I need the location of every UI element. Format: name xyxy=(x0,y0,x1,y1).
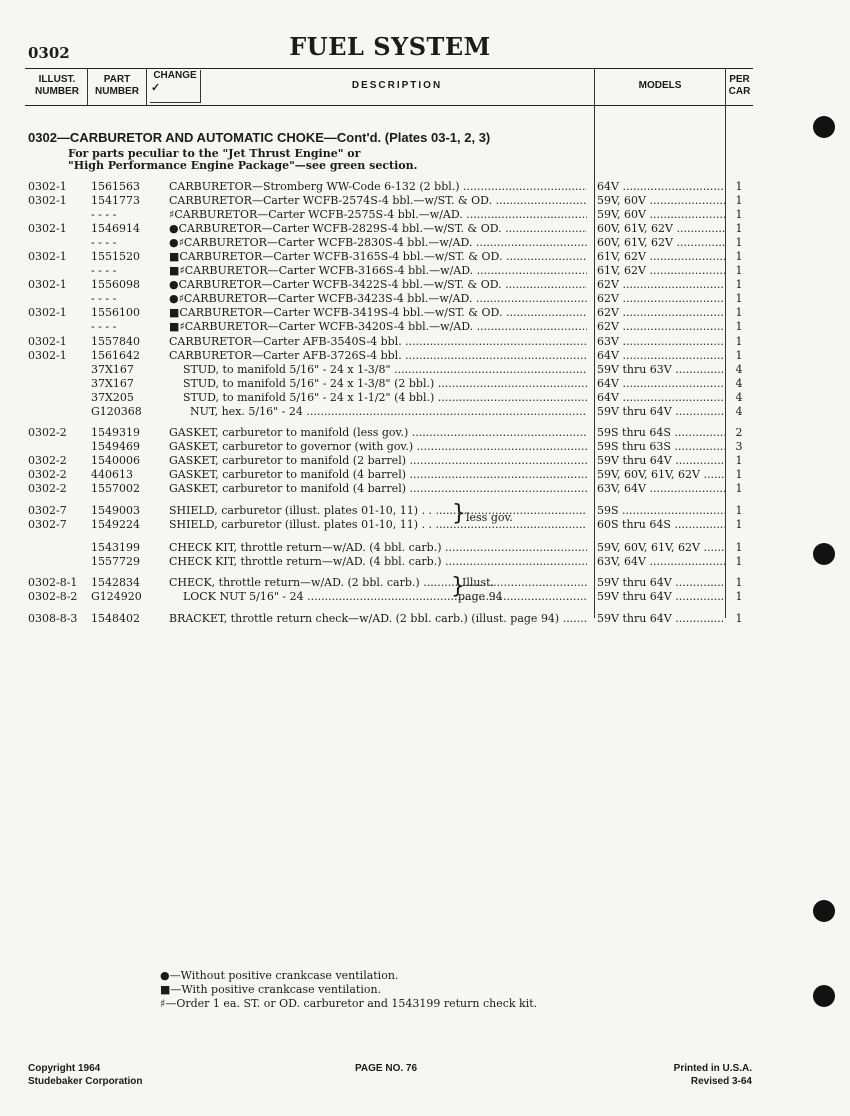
part-number: 1548402 xyxy=(91,612,140,625)
description: CARBURETOR—Carter AFB-3540S-4 bbl. ..... xyxy=(169,335,587,348)
per-car: 1 xyxy=(735,590,743,603)
per-car: 1 xyxy=(735,222,743,235)
table-row xyxy=(0,541,850,554)
per-car: 1 xyxy=(735,320,743,333)
part-number: 1556098 xyxy=(91,278,140,291)
description: ■♯CARBURETOR—Carter WCFB-3420S-4 bbl.—w/AD. ..... xyxy=(169,320,587,333)
header-models: MODELS xyxy=(638,80,682,91)
table-row xyxy=(0,612,850,625)
illust-number: 0302-2 xyxy=(28,468,67,481)
part-number: 1561563 xyxy=(91,180,140,193)
per-car: 1 xyxy=(735,306,743,319)
per-car: 1 xyxy=(735,236,743,249)
illust-number: 0302-2 xyxy=(28,454,67,467)
description: SHIELD, carburetor (illust. plates 01-10, 11) . . ..... xyxy=(169,518,587,531)
page-number: 0302 xyxy=(28,44,70,62)
header-illust: ILLUST. NUMBER xyxy=(35,74,79,97)
description: CARBURETOR—Stromberg WW-Code 6-132 (2 bbl.) ..... xyxy=(169,180,587,193)
models: 59V thru 63V ..... xyxy=(597,363,725,376)
per-car: 1 xyxy=(735,454,743,467)
models: 59V thru 64V ..... xyxy=(597,454,725,467)
header-change: CHANGE ✓ xyxy=(150,70,201,103)
description: ●♯CARBURETOR—Carter WCFB-3423S-4 bbl.—w/AD. ..... xyxy=(169,292,587,305)
description: CHECK KIT, throttle return—w/AD. (4 bbl. carb.) ..... xyxy=(169,541,587,554)
table-row xyxy=(0,555,850,568)
illust-number: 0302-1 xyxy=(28,349,67,362)
table-row xyxy=(0,180,850,193)
per-car: 1 xyxy=(735,555,743,568)
table-row xyxy=(0,454,850,467)
table-row xyxy=(0,278,850,291)
models: 62V ..... xyxy=(597,292,725,305)
illust-number: 0308-8-3 xyxy=(28,612,78,625)
per-car: 1 xyxy=(735,180,743,193)
table-row xyxy=(0,222,850,235)
part-number: 1549224 xyxy=(91,518,140,531)
table-row xyxy=(0,236,850,249)
part-number: - - - - xyxy=(91,320,117,333)
per-car: 1 xyxy=(735,349,743,362)
per-car: 2 xyxy=(735,426,743,439)
annotation: page 94 xyxy=(458,590,503,603)
part-number: 440613 xyxy=(91,468,133,481)
legend-sharp: ♯—Order 1 ea. ST. or OD. carburetor and 1543199 return check kit. xyxy=(160,997,538,1010)
table-row xyxy=(0,377,850,390)
illust-number: 0302-1 xyxy=(28,306,67,319)
per-car: 1 xyxy=(735,468,743,481)
page-title: FUEL SYSTEM xyxy=(289,32,491,61)
per-car: 1 xyxy=(735,194,743,207)
part-number: 37X167 xyxy=(91,377,134,390)
header-part: PART NUMBER xyxy=(95,74,139,97)
part-number: 1556100 xyxy=(91,306,140,319)
table-row xyxy=(0,363,850,376)
table-row xyxy=(0,482,850,495)
illust-number: 0302-1 xyxy=(28,250,67,263)
illust-number: 0302-2 xyxy=(28,426,67,439)
description: GASKET, carburetor to manifold (4 barrel) ..... xyxy=(169,482,587,495)
description: SHIELD, carburetor (illust. plates 01-10, 11) . . ..... xyxy=(169,504,587,517)
illust-number: 0302-2 xyxy=(28,482,67,495)
description: NUT, hex. 5/16" - 24 ..... xyxy=(169,405,587,418)
table-row xyxy=(0,405,850,418)
checkmark-icon: ✓ xyxy=(151,82,161,94)
legend-square: ■—With positive crankcase ventilation. xyxy=(160,983,382,996)
models: 59V thru 64V ..... xyxy=(597,590,725,603)
punch-hole xyxy=(813,900,835,922)
part-number: 1557002 xyxy=(91,482,140,495)
models: 60V, 61V, 62V ..... xyxy=(597,236,725,249)
models: 62V ..... xyxy=(597,320,725,333)
punch-hole xyxy=(813,116,835,138)
per-car: 1 xyxy=(735,250,743,263)
part-number: - - - - xyxy=(91,264,117,277)
part-number: 37X205 xyxy=(91,391,134,404)
illust-number: 0302-1 xyxy=(28,278,67,291)
description: STUD, to manifold 5/16" - 24 x 1-3/8" ..... xyxy=(169,363,587,376)
models: 62V ..... xyxy=(597,306,725,319)
illust-number: 0302-8-2 xyxy=(28,590,78,603)
description: ■♯CARBURETOR—Carter WCFB-3166S-4 bbl.—w/AD. ..... xyxy=(169,264,587,277)
header-per-car: PER CAR xyxy=(728,74,751,97)
per-car: 1 xyxy=(735,482,743,495)
table-row xyxy=(0,320,850,333)
part-number: - - - - xyxy=(91,208,117,221)
part-number: 1557840 xyxy=(91,335,140,348)
table-row xyxy=(0,306,850,319)
description: CHECK KIT, throttle return—w/AD. (4 bbl. carb.) ..... xyxy=(169,555,587,568)
part-number: - - - - xyxy=(91,292,117,305)
models: 59V, 60V ..... xyxy=(597,194,725,207)
description: GASKET, carburetor to governor (with gov.) ..... xyxy=(169,440,587,453)
description: CHECK, throttle return—w/AD. (2 bbl. carb.) ..... xyxy=(169,576,587,589)
per-car: 4 xyxy=(735,391,743,404)
models: 59S thru 63S ..... xyxy=(597,440,725,453)
per-car: 1 xyxy=(735,292,743,305)
description: ■CARBURETOR—Carter WCFB-3165S-4 bbl.—w/ST. & OD. ..... xyxy=(169,250,587,263)
part-number: 1541773 xyxy=(91,194,140,207)
description: STUD, to manifold 5/16" - 24 x 1-3/8" (2 bbl.) ..... xyxy=(169,377,587,390)
description: GASKET, carburetor to manifold (2 barrel) ..... xyxy=(169,454,587,467)
part-number: 1549469 xyxy=(91,440,140,453)
legend-dot: ●—Without positive crankcase ventilation. xyxy=(160,969,399,982)
description: GASKET, carburetor to manifold (4 barrel) ..... xyxy=(169,468,587,481)
models: 64V ..... xyxy=(597,180,725,193)
models: 64V ..... xyxy=(597,377,725,390)
section-note: For parts peculiar to the "Jet Thrust Engine" or xyxy=(68,147,361,160)
brace-symbol: } xyxy=(452,501,466,526)
illust-number: 0302-1 xyxy=(28,222,67,235)
models: 60V, 61V, 62V ..... xyxy=(597,222,725,235)
part-number: 1561642 xyxy=(91,349,140,362)
models: 59V thru 64V ..... xyxy=(597,576,725,589)
models: 61V, 62V ..... xyxy=(597,250,725,263)
table-row xyxy=(0,250,850,263)
illust-number: 0302-7 xyxy=(28,504,67,517)
illust-number: 0302-8-1 xyxy=(28,576,78,589)
per-car: 3 xyxy=(735,440,743,453)
footer-left: Copyright 1964 Studebaker Corporation xyxy=(28,1063,143,1087)
section-note: "High Performance Engine Package"—see green section. xyxy=(68,159,418,172)
part-number: 1546914 xyxy=(91,222,140,235)
models: 59S ..... xyxy=(597,504,725,517)
models: 62V ..... xyxy=(597,278,725,291)
part-number: 1551520 xyxy=(91,250,140,263)
part-number: 1542834 xyxy=(91,576,140,589)
models: 63V ..... xyxy=(597,335,725,348)
description: ■CARBURETOR—Carter WCFB-3419S-4 bbl.—w/ST. & OD. ..... xyxy=(169,306,587,319)
models: 59V, 60V, 61V, 62V ..... xyxy=(597,468,725,481)
part-number: 1543199 xyxy=(91,541,140,554)
table-row xyxy=(0,468,850,481)
table-row xyxy=(0,264,850,277)
table-row xyxy=(0,349,850,362)
part-number: 1540006 xyxy=(91,454,140,467)
brace-symbol: } xyxy=(451,574,465,599)
per-car: 4 xyxy=(735,363,743,376)
table-row xyxy=(0,426,850,439)
per-car: 1 xyxy=(735,264,743,277)
illust-number: 0302-7 xyxy=(28,518,67,531)
part-number: - - - - xyxy=(91,236,117,249)
table-row xyxy=(0,208,850,221)
models: 61V, 62V ..... xyxy=(597,264,725,277)
description: CARBURETOR—Carter AFB-3726S-4 bbl. ..... xyxy=(169,349,587,362)
models: 64V ..... xyxy=(597,391,725,404)
description: BRACKET, throttle return check—w/AD. (2 bbl. carb.) (illust. page 94) ..... xyxy=(169,612,587,625)
annotation: less gov. xyxy=(466,511,513,524)
description: STUD, to manifold 5/16" - 24 x 1-1/2" (4 bbl.) ..... xyxy=(169,391,587,404)
header-description: DESCRIPTION xyxy=(351,80,443,91)
description: LOCK NUT 5/16" - 24 ..... xyxy=(169,590,587,603)
per-car: 4 xyxy=(735,377,743,390)
part-number: 1549003 xyxy=(91,504,140,517)
models: 64V ..... xyxy=(597,349,725,362)
models: 63V, 64V ..... xyxy=(597,482,725,495)
annotation: Illust. xyxy=(462,576,495,589)
footer-page: PAGE NO. 76 xyxy=(355,1063,418,1074)
table-row xyxy=(0,440,850,453)
table-row xyxy=(0,335,850,348)
part-number: G124920 xyxy=(91,590,142,603)
description: GASKET, carburetor to manifold (less gov.) ..... xyxy=(169,426,587,439)
models: 59S thru 64S ..... xyxy=(597,426,725,439)
illust-number: 0302-1 xyxy=(28,180,67,193)
models: 63V, 64V ..... xyxy=(597,555,725,568)
part-number: G120368 xyxy=(91,405,142,418)
per-car: 1 xyxy=(735,576,743,589)
punch-hole xyxy=(813,985,835,1007)
per-car: 1 xyxy=(735,541,743,554)
models: 59V thru 64V ..... xyxy=(597,405,725,418)
table-row xyxy=(0,391,850,404)
illust-number: 0302-1 xyxy=(28,194,67,207)
description: ●CARBURETOR—Carter WCFB-3422S-4 bbl.—w/ST. & OD. ..... xyxy=(169,278,587,291)
illust-number: 0302-1 xyxy=(28,335,67,348)
part-number: 1557729 xyxy=(91,555,140,568)
part-number: 37X167 xyxy=(91,363,134,376)
per-car: 1 xyxy=(735,504,743,517)
per-car: 1 xyxy=(735,335,743,348)
per-car: 1 xyxy=(735,518,743,531)
models: 59V, 60V ..... xyxy=(597,208,725,221)
per-car: 1 xyxy=(735,278,743,291)
models: 59V, 60V, 61V, 62V ..... xyxy=(597,541,725,554)
description: ●CARBURETOR—Carter WCFB-2829S-4 bbl.—w/ST. & OD. ..... xyxy=(169,222,587,235)
footer-right: Printed in U.S.A. Revised 3-64 xyxy=(673,1063,752,1087)
table-row xyxy=(0,194,850,207)
table-row xyxy=(0,292,850,305)
column-divider xyxy=(146,68,147,105)
description: ●♯CARBURETOR—Carter WCFB-2830S-4 bbl.—w/AD. ..... xyxy=(169,236,587,249)
description: CARBURETOR—Carter WCFB-2574S-4 bbl.—w/ST. & OD. ..... xyxy=(169,194,587,207)
per-car: 4 xyxy=(735,405,743,418)
models: 59V thru 64V ..... xyxy=(597,612,725,625)
per-car: 1 xyxy=(735,612,743,625)
description: ♯CARBURETOR—Carter WCFB-2575S-4 bbl.—w/AD. ..... xyxy=(169,208,587,221)
models: 60S thru 64S ..... xyxy=(597,518,725,531)
section-heading: 0302—CARBURETOR AND AUTOMATIC CHOKE—Cont'd. (Plates 03-1, 2, 3) xyxy=(28,130,491,145)
part-number: 1549319 xyxy=(91,426,140,439)
per-car: 1 xyxy=(735,208,743,221)
